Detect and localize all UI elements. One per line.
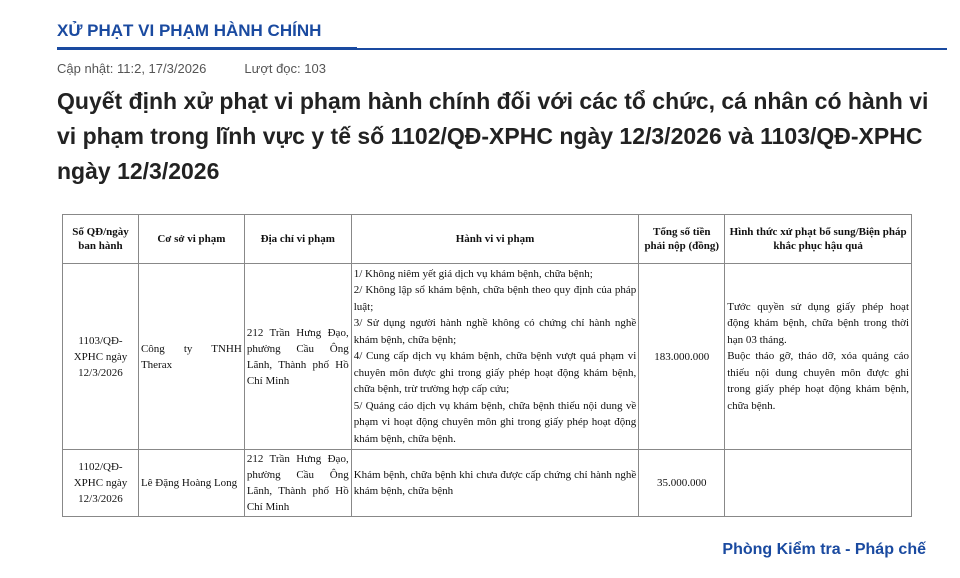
header-facility: Cơ sở vi phạm (138, 215, 244, 264)
measures-cell (725, 450, 912, 517)
decision-number-cell: 1103/QĐ-XPHC ngày 12/3/2026 (63, 264, 139, 450)
facility-cell: Lê Đặng Hoàng Long (138, 450, 244, 517)
table-row (63, 264, 912, 450)
article-meta (57, 61, 326, 76)
section-title-underline (57, 47, 357, 50)
header-decision-number: Số QĐ/ngày ban hành (63, 215, 139, 264)
view-count: Lượt đọc: 103 (244, 61, 326, 76)
department-signature: Phòng Kiểm tra - Pháp chế (722, 541, 926, 558)
table-header-row (63, 215, 912, 264)
address-cell: 212 Trần Hưng Đạo, phường Cầu Ông Lãnh, Thành phố Hồ Chí Minh (244, 450, 351, 517)
header-address: Địa chỉ vi phạm (244, 215, 351, 264)
decision-table (62, 214, 912, 517)
article-headline: Quyết định xử phạt vi phạm hành chính đối với các tổ chức, cá nhân có hành vi vi phạm trong lĩnh vực y tế số 1102/QĐ-XPHC ngày 12/3/2026 và 1103/QĐ-XPHC ngày 12/3/2026 (57, 88, 929, 184)
measure-item: Tước quyền sử dụng giấy phép hoạt động khám bệnh, chữa bệnh trong thời hạn 03 tháng. (727, 300, 909, 346)
header-amount: Tổng số tiền phải nộp (đồng) (639, 215, 725, 264)
violation-item: Khám bệnh, chữa bệnh khi chưa được cấp chứng chỉ hành nghề khám bệnh, chữa bệnh (353, 468, 637, 497)
address-cell: 212 Trần Hưng Đạo, phường Cầu Ông Lãnh, Thành phố Hồ Chí Minh (244, 264, 351, 450)
amount-cell: 183.000.000 (639, 264, 725, 450)
facility-cell: Công ty TNHH Therax (138, 264, 244, 450)
violation-item: 3/ Sử dụng người hành nghề không có chứng chỉ hành nghề khám bệnh, chữa bệnh; (353, 317, 637, 346)
updated-time: Cập nhật: 11:2, 17/3/2026 (57, 61, 207, 76)
measure-item: Buộc tháo gỡ, tháo dỡ, xóa quảng cáo thiếu nội dung chuyên môn được ghi trong giấy phép hoạt động khám bệnh, chữa bệnh. (727, 350, 909, 412)
header-measures: Hình thức xử phạt bổ sung/Biện pháp khắc phục hậu quả (725, 215, 912, 264)
violation-item: 5/ Quảng cáo dịch vụ khám bệnh, chữa bệnh thiếu nội dung về phạm vi hoạt động chuyên môn ghi trong giấy phép hoạt động khám bệnh, chữa bệnh. (353, 399, 637, 445)
amount-cell: 35.000.000 (639, 450, 725, 517)
violations-cell (351, 264, 639, 450)
measures-cell (725, 264, 912, 450)
violation-item: 2/ Không lập sổ khám bệnh, chữa bệnh theo quy định của pháp luật; (353, 284, 637, 313)
section-title-link[interactable]: XỬ PHẠT VI PHẠM HÀNH CHÍNH (57, 21, 322, 40)
violations-cell (351, 450, 639, 517)
header-violations: Hành vi vi phạm (351, 215, 639, 264)
decision-number-cell: 1102/QĐ-XPHC ngày 12/3/2026 (63, 450, 139, 517)
section-header (57, 14, 947, 50)
table-row (63, 450, 912, 517)
violation-item: 1/ Không niêm yết giá dịch vụ khám bệnh, chữa bệnh; (353, 267, 593, 280)
violation-item: 4/ Cung cấp dịch vụ khám bệnh, chữa bệnh vượt quá phạm vi chuyên môn được ghi trong giấy phép hoạt động khám bệnh, chữa bệnh, trừ trường hợp cấp cứu; (353, 350, 637, 396)
